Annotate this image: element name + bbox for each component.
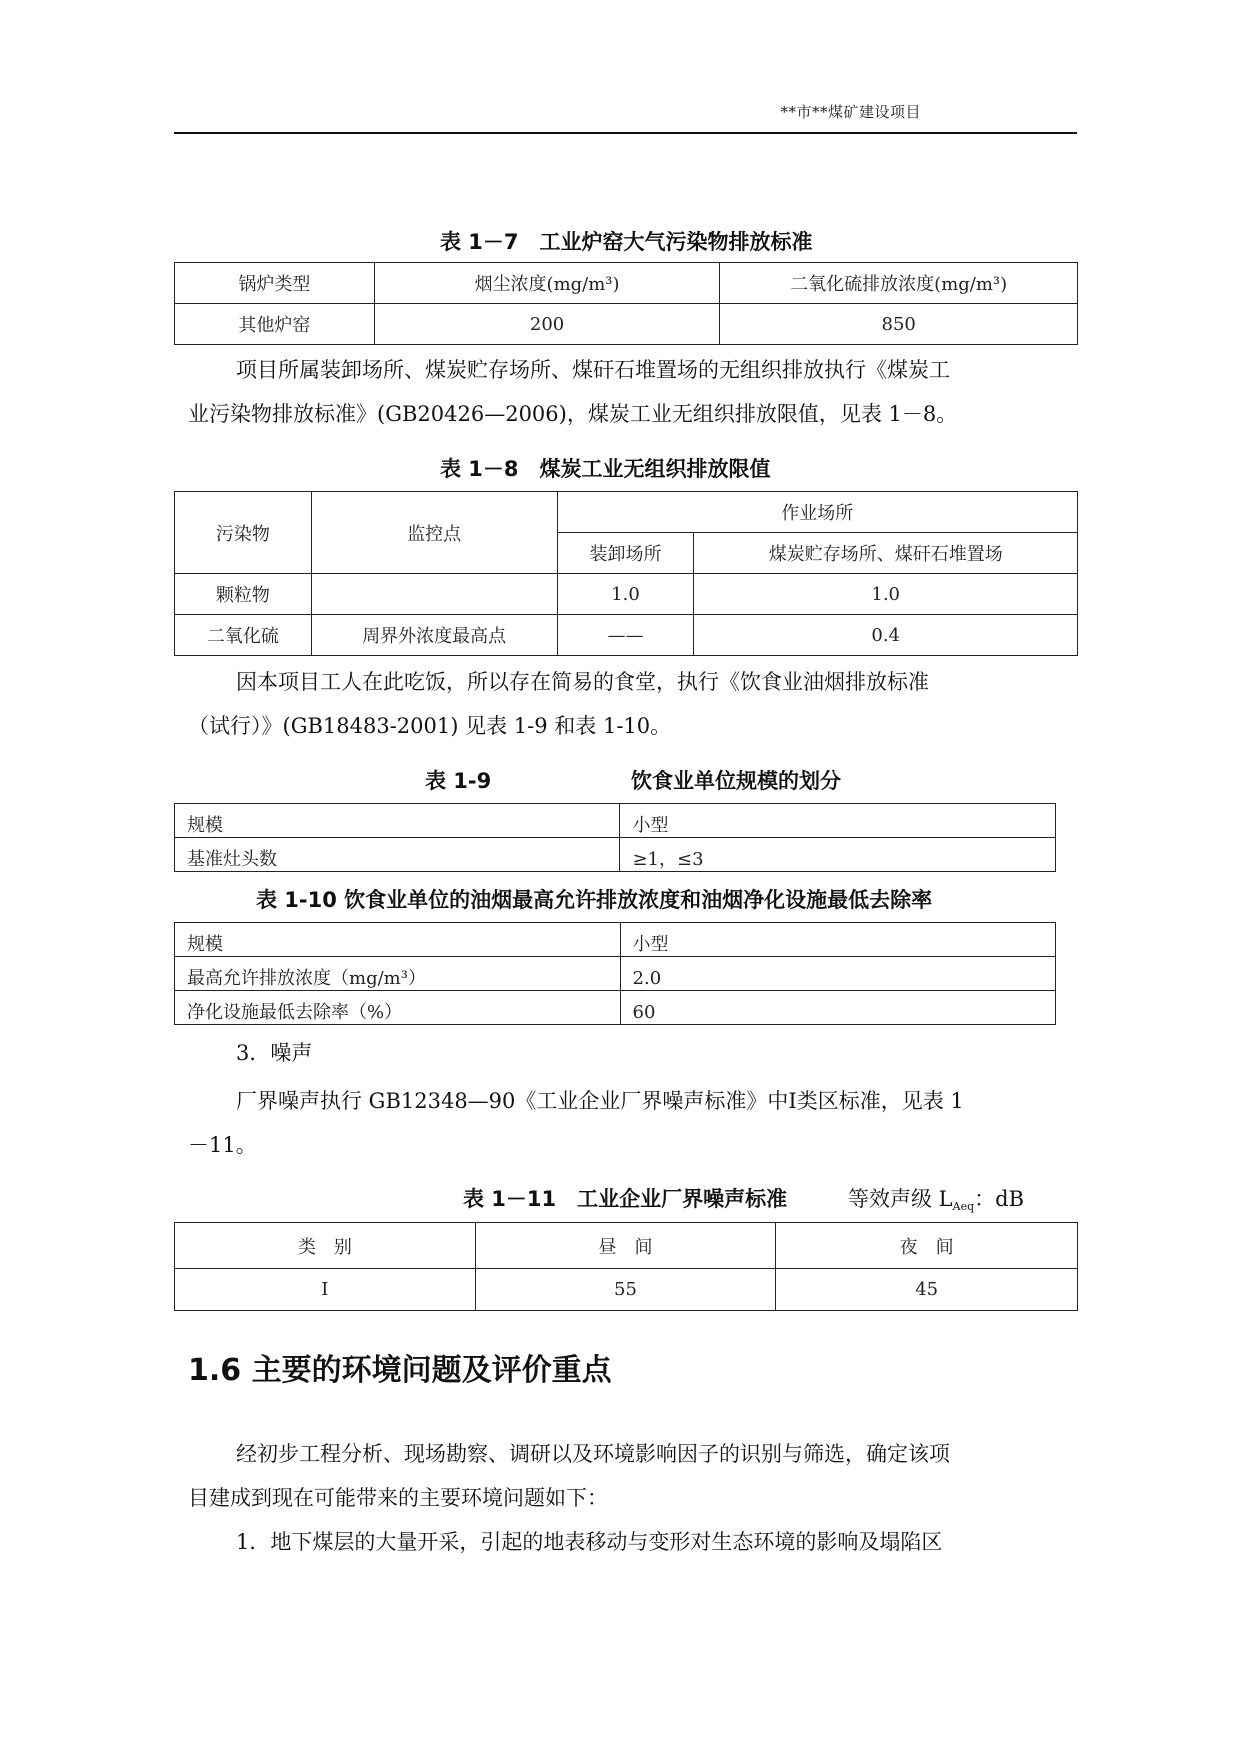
table-cell: [311, 574, 557, 615]
table-1-8: [174, 491, 1078, 656]
table-cell: 2.0: [620, 957, 1055, 991]
table-header-cell: 烟尘浓度(mg/m³): [374, 263, 720, 304]
table-header-cell: 锅炉类型: [175, 263, 375, 304]
table-cell: 55: [475, 1269, 776, 1311]
header-rule: [174, 132, 1077, 134]
table-cell: 1.0: [694, 574, 1078, 615]
table-cell: 二氧化硫: [175, 615, 312, 656]
table-1-8-caption: 表 1－8 煤炭工业无组织排放限值: [440, 457, 771, 481]
unit-suffix: ：dB: [974, 1187, 1024, 1211]
unit-subscript: Aeq: [952, 1200, 975, 1213]
table-1-7-caption: 表 1－7 工业炉窑大气污染物排放标准: [440, 230, 813, 254]
table-cell: 其他炉窑: [175, 304, 375, 345]
table-cell: 60: [620, 991, 1055, 1025]
table-header-cell: 类 别: [175, 1223, 476, 1269]
paragraph-line: 业污染物排放标准》(GB20426—2006)，煤炭工业无组织排放限值，见表 1－8。: [188, 402, 958, 426]
table-cell: 850: [720, 304, 1078, 345]
table-1-7: [174, 262, 1078, 345]
table-header-cell: 作业场所: [557, 492, 1077, 533]
section-heading: 1.6 主要的环境问题及评价重点: [188, 1353, 612, 1388]
paragraph-line: －11。: [188, 1133, 257, 1157]
table-header-cell: 监控点: [311, 492, 557, 574]
paragraph-noise-standard: [188, 1079, 1078, 1167]
table-header-cell: 污染物: [175, 492, 312, 574]
table-header-cell: 昼 间: [475, 1223, 776, 1269]
unit-label: 等效声级 L: [848, 1187, 953, 1211]
table-1-10: [174, 922, 1056, 1025]
paragraph-issue-1: [188, 1520, 1078, 1564]
paragraph-line: 目建成到现在可能带来的主要环境问题如下：: [188, 1486, 608, 1510]
table-cell: 周界外浓度最高点: [311, 615, 557, 656]
table-1-11: [174, 1222, 1078, 1311]
table-cell: 基准灶头数: [175, 838, 620, 872]
table-1-10-caption: 表 1-10 饮食业单位的油烟最高允许排放浓度和油烟净化设施最低去除率: [256, 888, 933, 912]
table-cell: 颗粒物: [175, 574, 312, 615]
table-cell: ——: [557, 615, 694, 656]
table-cell: 小型: [620, 923, 1055, 957]
paragraph-line: 因本项目工人在此吃饭，所以存在简易的食堂，执行《饮食业油烟排放标准: [236, 670, 929, 694]
paragraph-line: 1．地下煤层的大量开采，引起的地表移动与变形对生态环境的影响及塌陷区: [236, 1530, 943, 1554]
table-cell: 净化设施最低去除率（%）: [175, 991, 621, 1025]
table-header-cell: 煤炭贮存场所、煤矸石堆置场: [694, 533, 1078, 574]
paragraph-line: 经初步工程分析、现场勘察、调研以及环境影响因子的识别与筛选，确定该项: [236, 1442, 950, 1466]
paragraph-line: （试行）》(GB18483-2001) 见表 1-9 和表 1-10。: [188, 714, 672, 738]
subsection-noise-title: 3．噪声: [236, 1041, 313, 1065]
table-cell: Ⅰ: [175, 1269, 476, 1311]
table-cell: 0.4: [694, 615, 1078, 656]
table-1-9-caption-number: 表 1-9: [425, 769, 492, 793]
paragraph-line: 项目所属装卸场所、煤炭贮存场所、煤矸石堆置场的无组织排放执行《煤炭工: [236, 358, 950, 382]
paragraph-line: 厂界噪声执行 GB12348—90《工业企业厂界噪声标准》中Ⅰ类区标准，见表 1: [236, 1089, 964, 1113]
table-header-cell: 装卸场所: [557, 533, 694, 574]
paragraph-main-issues: [188, 1432, 1078, 1520]
table-cell: 1.0: [557, 574, 694, 615]
table-cell: 规模: [175, 804, 620, 838]
table-cell: 规模: [175, 923, 621, 957]
paragraph-emission-standard: [188, 348, 1078, 436]
page-header-title: **市**煤矿建设项目: [780, 103, 921, 121]
table-1-11-unit: [848, 1183, 1024, 1213]
table-cell: 200: [374, 304, 720, 345]
table-cell: 小型: [620, 804, 1056, 838]
table-1-9: [174, 803, 1056, 872]
table-cell: 45: [776, 1269, 1078, 1311]
table-header-cell: 夜 间: [776, 1223, 1078, 1269]
table-1-9-caption-title: 饮食业单位规模的划分: [631, 769, 841, 793]
table-cell: ≥1，≤3: [620, 838, 1056, 872]
table-header-cell: 二氧化硫排放浓度(mg/m³): [720, 263, 1078, 304]
table-cell: 最高允许排放浓度（mg/m³）: [175, 957, 621, 991]
table-1-11-caption: 表 1－11 工业企业厂界噪声标准: [463, 1187, 788, 1211]
paragraph-catering-standard: [188, 660, 1078, 748]
